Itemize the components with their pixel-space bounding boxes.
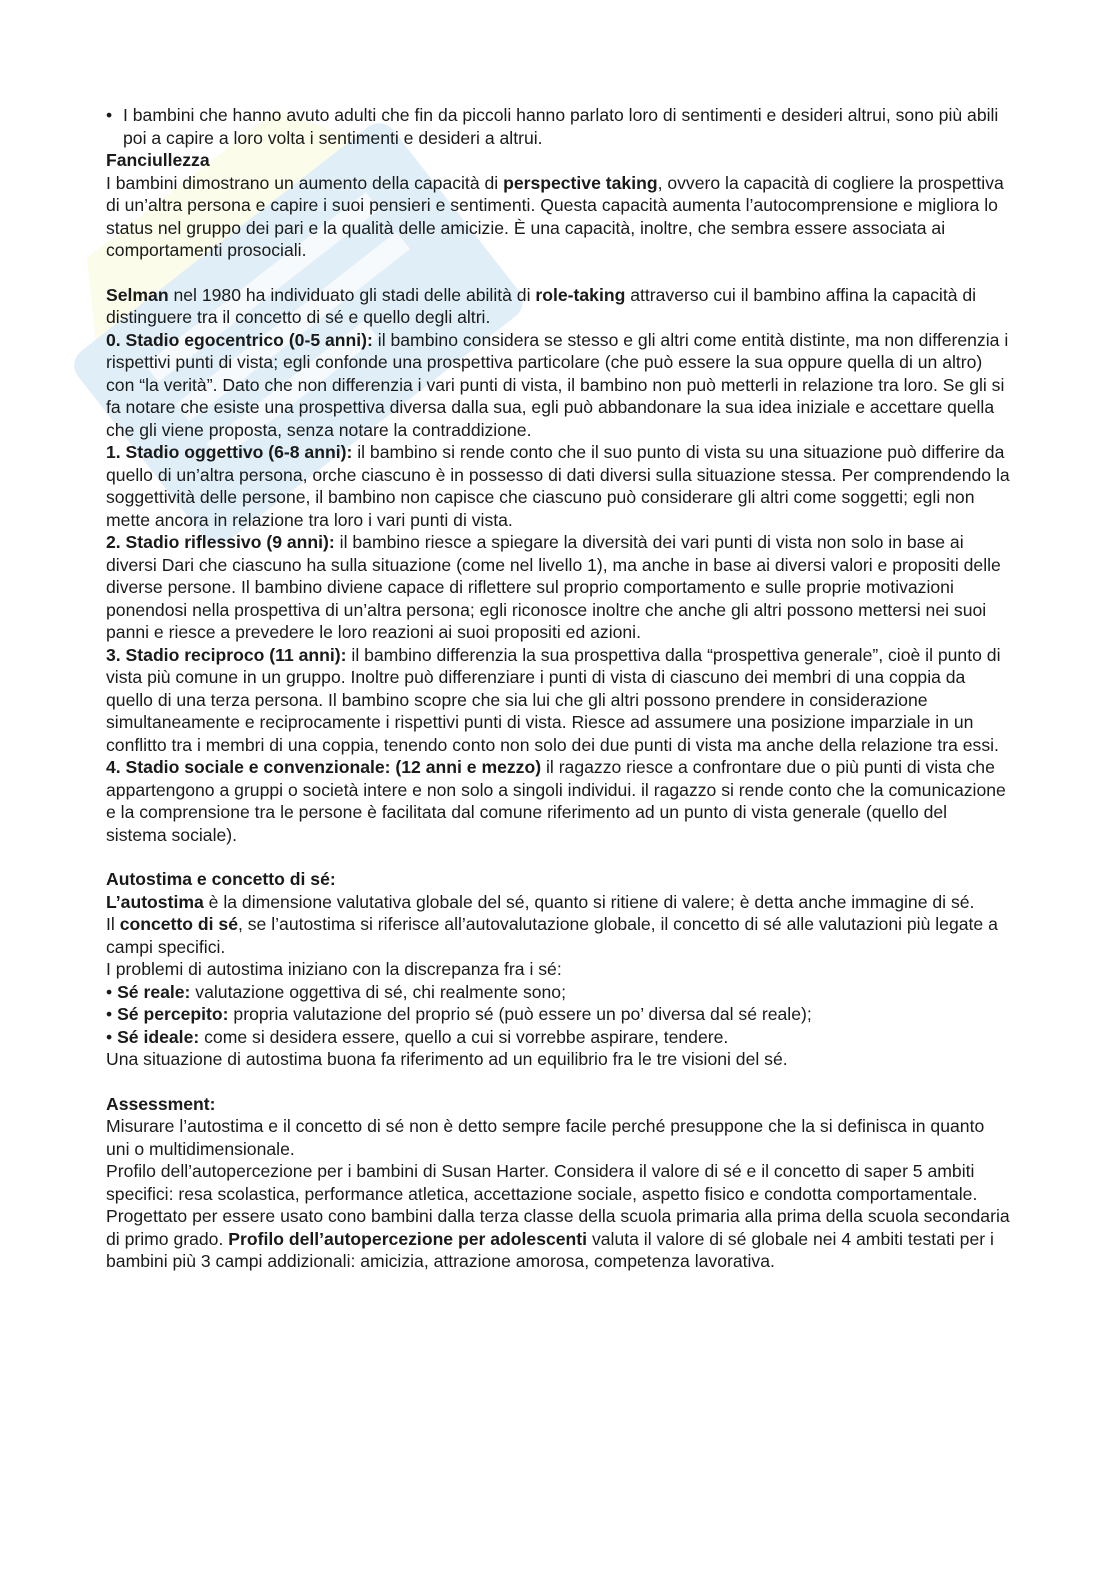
bullet-mark: • xyxy=(106,1004,113,1024)
bullet-se-reale xyxy=(106,981,1012,1004)
text-run: propria valutazione del proprio sé (può essere un po’ diversa dal sé reale); xyxy=(228,1004,812,1024)
term-perspective-taking: perspective taking xyxy=(503,172,658,193)
term-profilo-adolescenti: Profilo dell’autopercezione per adolescenti xyxy=(228,1228,588,1249)
stage-4 xyxy=(106,756,1012,846)
stage-text: il ragazzo riesce a confrontare due o più punti di vista che appartengono a gruppi o società intere e non solo a singoli individui. il ragazzo si rende conto che la comunicazione e la comprensione tra le persone è facilitata dal comune riferimento ad un punto di vista generale (quello del sistema sociale). xyxy=(106,757,1006,845)
bullet-se-percepito xyxy=(106,1003,1012,1026)
stage-text: il bambino differenzia la sua prospettiva dalla “prospettiva generale”, cioè il punto di vista più comune in un gruppo. Inoltre può differenziare i punti di vista di ciascuno dei membri di una coppia da quello di una terza persona. Il bambino scopre che sia lui che gli altri possono prendere in considerazione simultaneamente e reciprocamente i rispettivi punti di vista. Riesce ad assumere una posizione imparziale in un conflitto tra i membri di una coppia, tenendo conto non solo dei due punti di vista ma anche della relazione tra essi. xyxy=(106,644,1001,755)
stage-0 xyxy=(106,329,1012,442)
term-se-percepito: Sé percepito: xyxy=(117,1004,229,1024)
stage-3 xyxy=(106,644,1012,757)
text-run: Il xyxy=(106,914,120,934)
text-run: I bambini dimostrano un aumento della capacità di xyxy=(106,172,504,193)
term-role-taking: role-taking xyxy=(535,284,626,305)
stage-text: il bambino riesce a spiegare la diversità dei vari punti di vista non solo in base ai diversi Dari che ciascuno ha sulla situazione (come nel livello 1), ma anche in base ai diversi valori e propositi delle diverse persone. Il bambino diviene capace di riflettere sul proprio comportamento e sulle proprie motivazioni ponendosi nella prospettiva di un’altra persona; egli riconosce inoltre che anche gli altri possono mettersi nei suoi panni e riesce a prevedere le loro reazioni ai suoi propositi ed azioni. xyxy=(106,532,1001,642)
text-run: , ovvero la capacità di cogliere la prospettiva di un’altra persona e capire i suoi pensieri e sentimenti. Questa capacità aumenta l’autocomprensione e migliora lo status nel gruppo dei pari e la qualità delle amicizie. È una capacità, inoltre, che sembra essere associata ai comportamenti prosociali. xyxy=(106,172,1004,260)
spacer xyxy=(106,262,1012,284)
intro-bullet xyxy=(106,104,1012,149)
term-concetto-di-se: concetto di sé xyxy=(119,914,238,934)
stage-title: 1. Stadio oggettivo (6-8 anni): xyxy=(106,442,353,462)
bullet-se-ideale xyxy=(106,1026,1012,1049)
fanciullezza-paragraph xyxy=(106,172,1012,262)
heading-autostima: Autostima e concetto di sé: xyxy=(106,869,336,889)
spacer xyxy=(106,1071,1012,1093)
stage-title: 3. Stadio reciproco (11 anni): xyxy=(106,644,347,665)
text-run: valutazione oggettiva di sé, chi realmente sono; xyxy=(190,981,566,1002)
autostima-paragraph xyxy=(106,891,1012,914)
stage-title: 0. Stadio egocentrico (0-5 anni): xyxy=(106,329,373,350)
text-run: nel 1980 ha individuato gli stadi delle abilità di xyxy=(168,284,536,305)
bullet-mark: • xyxy=(106,1026,113,1047)
intro-bullet-text: I bambini che hanno avuto adulti che fin da piccoli hanno parlato loro di sentimenti e desideri altrui, sono più abili poi a capire a loro volta i sentimenti e desideri a altrui. xyxy=(123,105,999,148)
stage-title: 4. Stadio sociale e convenzionale: (12 anni e mezzo) xyxy=(106,757,542,777)
stage-text: il bambino considera se stesso e gli altri come entità distinte, ma non differenzia i rispettivi punti di vista; egli confonde una prospettiva particolare (che può essere la sua oppure quella di un altro) con “la verità”. Dato che non differenzia i vari punti di vista, il bambino non può metterli in relazione tra loro. Se gli si fa notare che esiste una prospettiva diversa dalla sua, egli può abbandonare la sua idea iniziale e accettare quella che gli viene proposta, senza notare la contraddizione. xyxy=(106,329,1009,440)
equilibrio-paragraph: Una situazione di autostima buona fa riferimento ad un equilibrio fra le tre visioni del sé. xyxy=(106,1049,788,1069)
text-run: come si desidera essere, quello a cui si vorrebbe aspirare, tendere. xyxy=(199,1026,729,1047)
term-selman: Selman xyxy=(106,284,169,305)
document-body xyxy=(106,104,1012,1273)
assessment-paragraph-3 xyxy=(106,1205,1012,1273)
bullet-mark: • xyxy=(106,981,113,1002)
spacer xyxy=(106,846,1012,868)
text-run: , se l’autostima si riferisce all’autovalutazione globale, il concetto di sé alle valutazioni più legate a campi specifici. xyxy=(106,914,998,957)
text-run: valuta il valore di sé globale nei 4 ambiti testati per i bambini più 3 campi addizionali: amicizia, attrazione amorosa, competenza lavorativa. xyxy=(106,1228,994,1271)
text-run: Progettato per essere usato cono bambini dalla terza classe della scuola primaria alla prima della scuola secondaria di primo grado. xyxy=(106,1206,1010,1249)
term-autostima: L’autostima xyxy=(106,891,204,912)
assessment-paragraph-1: Misurare l’autostima e il concetto di sé non è detto sempre facile perché presuppone che la si definisca in quanto uni o multidimensionale. xyxy=(106,1116,985,1159)
text-run: attraverso cui il bambino affina la capacità di distinguere tra il concetto di sé e quello degli altri. xyxy=(106,284,977,327)
problemi-paragraph: I problemi di autostima iniziano con la discrepanza fra i sé: xyxy=(106,959,562,979)
selman-paragraph xyxy=(106,284,1012,329)
heading-fanciullezza: Fanciullezza xyxy=(106,150,210,170)
term-se-ideale: Sé ideale: xyxy=(117,1026,200,1047)
assessment-paragraph-2: Profilo dell’autopercezione per i bambini di Susan Harter. Considera il valore di sé e il concetto di saper 5 ambiti specifici: resa scolastica, performance atletica, accettazione sociale, aspetto fisico e condotta comportamentale. xyxy=(106,1161,978,1204)
concetto-paragraph xyxy=(106,913,1012,958)
term-se-reale: Sé reale: xyxy=(117,981,191,1002)
text-run: è la dimensione valutativa globale del sé, quanto si ritiene di valere; è detta anche immagine di sé. xyxy=(203,891,975,912)
stage-2 xyxy=(106,531,1012,644)
stage-title: 2. Stadio riflessivo (9 anni): xyxy=(106,532,335,552)
stage-1 xyxy=(106,441,1012,531)
stage-text: il bambino si rende conto che il suo punto di vista su una situazione può differire da quello di un’altra persona, orche ciascuno è in possesso di dati diversi sulla situazione stessa. Per comprendendo la soggettività delle persone, il bambino non capisce che ciascuno può considerare gli altri come soggetti; egli non mette ancora in relazione tra loro i vari punti di vista. xyxy=(106,442,1010,530)
bullet-mark: • xyxy=(106,105,113,125)
heading-assessment: Assessment: xyxy=(106,1093,216,1114)
